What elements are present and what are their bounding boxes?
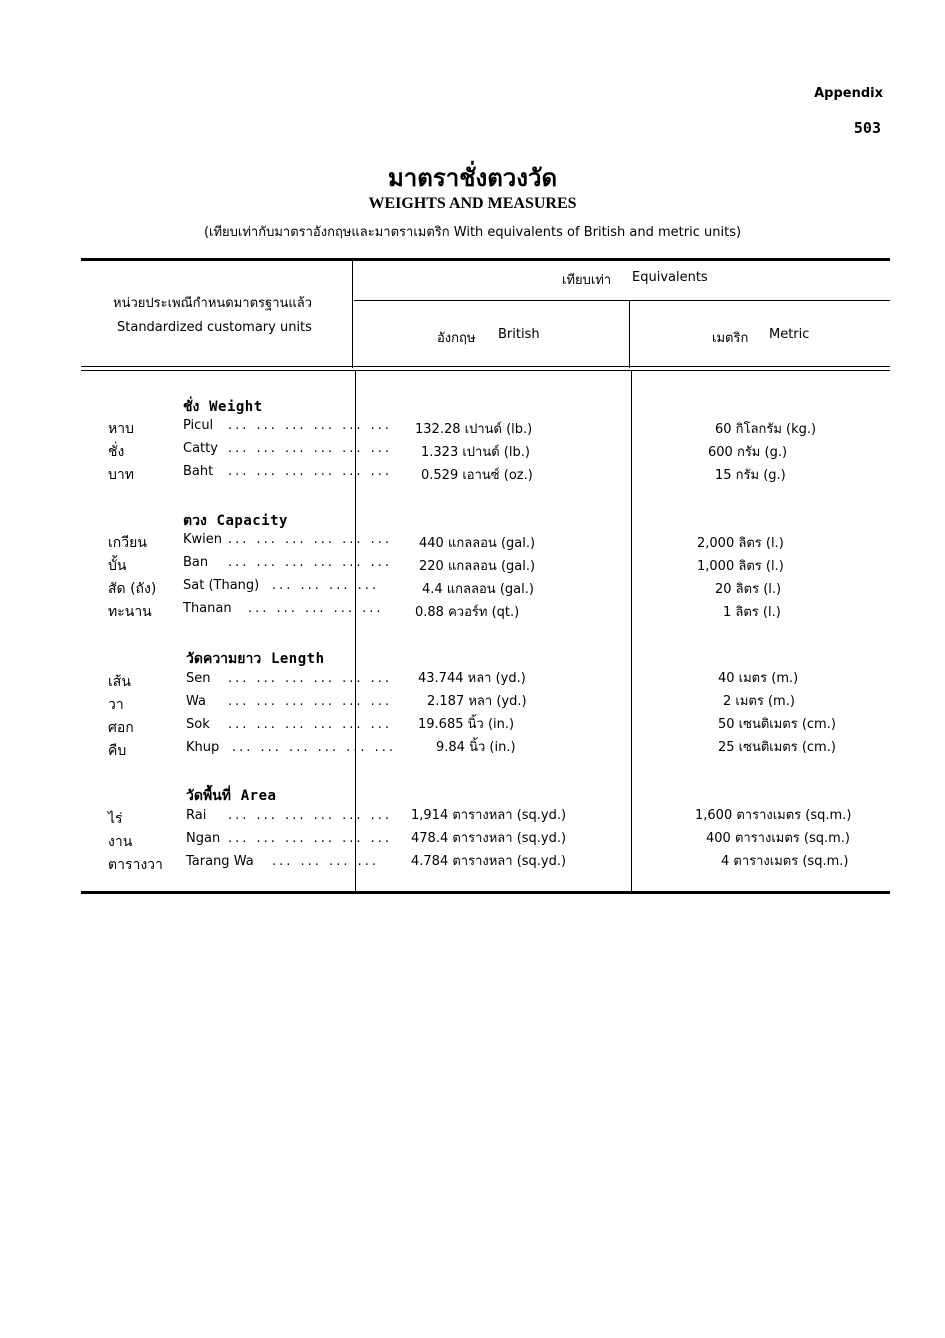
units-header-thai: หน่วยประเพณีกำหนดมาตรฐานแล้ว	[113, 296, 313, 311]
section-title-thai: วัดพื้นที่	[186, 788, 231, 804]
unit-thai: บั้น	[108, 558, 127, 574]
leader-dots: ... ... ... ... ...	[248, 601, 384, 616]
leader-dots: ... ... ... ... ... ...	[228, 694, 393, 709]
unit-roman: Sen	[186, 671, 211, 686]
unit-roman: Sok	[186, 717, 210, 732]
british-header-en: British	[498, 327, 540, 342]
table-bottom-rule	[81, 891, 890, 894]
table-top-rule	[81, 258, 890, 261]
unit-roman: Thanan	[183, 601, 232, 616]
british-header-thai: อังกฤษ	[437, 331, 476, 346]
section-title-en: Weight	[209, 399, 263, 415]
british-value: 9.84 นิ้ว (in.)	[436, 740, 516, 755]
unit-thai: ไร่	[108, 811, 123, 827]
unit-thai: งาน	[108, 834, 133, 850]
unit-roman: Kwien	[183, 532, 223, 547]
unit-thai: หาบ	[108, 421, 134, 437]
unit-thai: ทะนาน	[108, 604, 152, 620]
unit-thai: ศอก	[108, 720, 134, 736]
column-divider-2	[629, 300, 630, 368]
units-header-en: Standardized customary units	[117, 320, 312, 335]
metric-value: 2 เมตร (m.)	[723, 694, 795, 709]
metric-value: 1,000 ลิตร (l.)	[697, 559, 784, 574]
unit-roman: Wa	[186, 694, 206, 709]
british-value: 19.685 นิ้ว (in.)	[418, 717, 515, 732]
metric-value: 25 เซนติเมตร (cm.)	[718, 740, 836, 755]
leader-dots: ... ... ... ... ... ...	[228, 717, 393, 732]
section-title-length	[186, 648, 325, 670]
leader-dots: ... ... ... ... ... ...	[232, 740, 397, 755]
section-title-en: Length	[270, 651, 325, 667]
subtitle: (เทียบเท่ากับมาตราอังกฤษและมาตราเมตริก With equivalents of British and metric units)	[203, 225, 742, 240]
unit-thai: คืบ	[108, 743, 127, 759]
metric-value: 20 ลิตร (l.)	[715, 582, 782, 597]
unit-roman: Baht	[183, 464, 214, 479]
unit-thai: วา	[108, 697, 124, 713]
british-value: 4.4 แกลลอน (gal.)	[422, 582, 534, 597]
header-bottom-rule-2	[81, 370, 890, 371]
british-value: 43.744 หลา (yd.)	[418, 671, 526, 686]
british-value: 0.88 ควอร์ท (qt.)	[415, 605, 520, 620]
section-title-weight	[183, 396, 263, 418]
leader-dots: ... ... ... ...	[272, 854, 379, 869]
unit-roman: Tarang Wa	[186, 854, 254, 869]
leader-dots: ... ... ... ... ... ...	[228, 532, 393, 547]
unit-thai: ตารางวา	[108, 857, 163, 873]
metric-value: 2,000 ลิตร (l.)	[697, 536, 784, 551]
british-value: 1,914 ตารางหลา (sq.yd.)	[411, 808, 567, 823]
metric-value: 60 กิโลกรัม (kg.)	[715, 422, 817, 437]
leader-dots: ... ... ... ... ... ...	[228, 671, 393, 686]
british-value: 478.4 ตารางหลา (sq.yd.)	[411, 831, 567, 846]
unit-thai: เกวียน	[108, 535, 147, 551]
unit-roman: Catty	[183, 441, 218, 456]
leader-dots: ... ... ... ... ... ...	[228, 418, 393, 433]
unit-thai: สัด (ถัง)	[108, 581, 157, 597]
appendix-label: Appendix	[814, 86, 883, 101]
british-value: 2.187 หลา (yd.)	[427, 694, 527, 709]
british-value: 132.28 เปานด์ (lb.)	[415, 422, 533, 437]
british-value: 0.529 เอานซ์ (oz.)	[421, 468, 533, 483]
metric-header-thai: เมตริก	[712, 331, 749, 346]
column-divider-1	[352, 260, 353, 368]
equivalents-header-en: Equivalents	[632, 270, 708, 285]
equivalents-rule	[354, 300, 890, 301]
metric-value: 1 ลิตร (l.)	[723, 605, 781, 620]
unit-thai: บาท	[108, 467, 134, 483]
title-english: WEIGHTS AND MEASURES	[368, 195, 577, 212]
metric-value: 400 ตารางเมตร (sq.m.)	[706, 831, 850, 846]
metric-header-en: Metric	[769, 327, 810, 342]
unit-roman: Sat (Thang)	[183, 578, 260, 593]
metric-value: 15 กรัม (g.)	[715, 468, 786, 483]
metric-value: 600 กรัม (g.)	[708, 445, 788, 460]
leader-dots: ... ... ... ... ... ...	[228, 831, 393, 846]
section-title-thai: ตวง	[183, 513, 207, 529]
british-value: 220 แกลลอน (gal.)	[419, 559, 536, 574]
metric-value: 50 เซนติเมตร (cm.)	[718, 717, 836, 732]
header-bottom-rule	[81, 366, 890, 367]
unit-thai: ชั่ง	[108, 444, 125, 460]
section-title-en: Area	[240, 788, 277, 804]
leader-dots: ... ... ... ... ... ...	[228, 464, 393, 479]
metric-value: 1,600 ตารางเมตร (sq.m.)	[695, 808, 852, 823]
unit-thai: เส้น	[108, 674, 131, 690]
column-divider-2-body	[631, 370, 632, 892]
title-thai: มาตราชั่งตวงวัด	[387, 163, 558, 192]
leader-dots: ... ... ... ... ... ...	[228, 808, 393, 823]
unit-roman: Ban	[183, 555, 209, 570]
unit-roman: Khup	[186, 740, 220, 755]
british-value: 4.784 ตารางหลา (sq.yd.)	[411, 854, 567, 869]
section-title-en: Capacity	[216, 513, 288, 529]
leader-dots: ... ... ... ... ... ...	[228, 441, 393, 456]
leader-dots: ... ... ... ... ... ...	[228, 555, 393, 570]
unit-roman: Rai	[186, 808, 207, 823]
leader-dots: ... ... ... ...	[272, 578, 379, 593]
section-title-capacity	[183, 510, 288, 532]
page-number: 503	[853, 119, 881, 137]
metric-value: 4 ตารางเมตร (sq.m.)	[721, 854, 849, 869]
section-title-thai: ชั่ง	[183, 399, 200, 415]
unit-roman: Ngan	[186, 831, 221, 846]
unit-roman: Picul	[183, 418, 214, 433]
british-value: 440 แกลลอน (gal.)	[419, 536, 536, 551]
metric-value: 40 เมตร (m.)	[718, 671, 799, 686]
british-value: 1.323 เปานด์ (lb.)	[421, 445, 530, 460]
section-title-area	[186, 785, 276, 807]
equivalents-header-thai: เทียบเท่า	[562, 273, 612, 288]
section-title-thai: วัดความยาว	[186, 651, 262, 667]
